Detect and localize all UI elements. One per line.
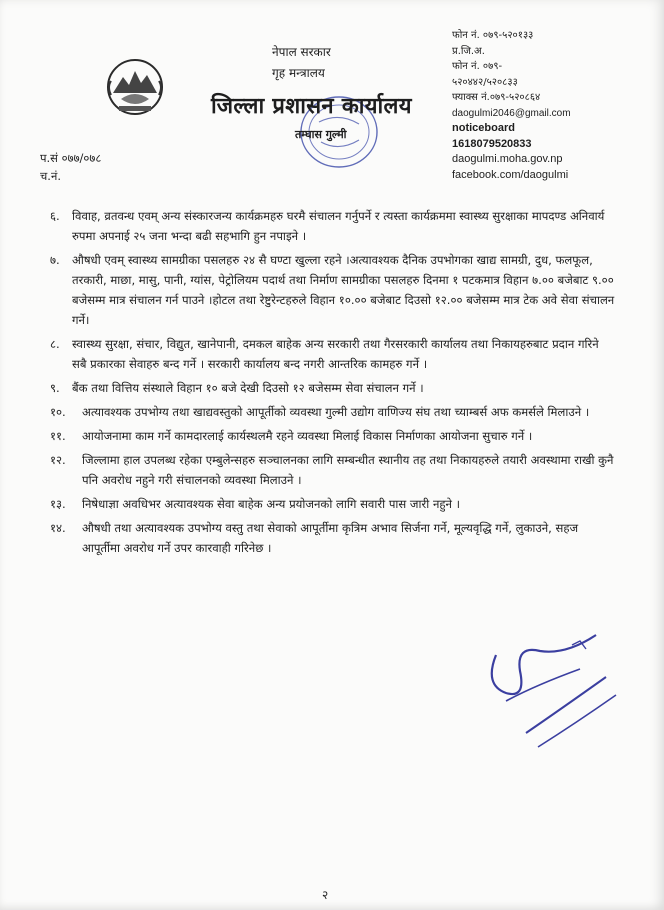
item-text: आयोजनामा काम गर्ने कामदारलाई कार्यस्थलमै रहने व्यवस्था मिलाई विकास निर्माणका आयोजना सुचारु गर्ने ।: [82, 429, 533, 443]
facebook-url: facebook.com/daogulmi: [452, 168, 569, 181]
office-title: जिल्ला प्रशासन कार्यालय: [211, 93, 412, 119]
list-item: [50, 378, 616, 398]
government-name: नेपाल सरकार: [272, 45, 331, 59]
dispatch-number: च.नं.: [40, 169, 61, 183]
item-number: १४.: [50, 521, 66, 535]
item-number: १२.: [50, 453, 66, 467]
contact-block: [452, 28, 657, 183]
item-number: ६.: [50, 209, 60, 223]
cdo-label: प्र.जि.अ.: [452, 45, 485, 57]
signature-icon: [476, 615, 626, 755]
noticeboard-label: noticeboard: [452, 122, 515, 134]
directive-list: [50, 206, 616, 562]
item-text: औषधी तथा अत्यावश्यक उपभोग्य वस्तु तथा सेवाको आपूर्तीमा कृत्रिम अभाव सिर्जना गर्ने, मूल्यवृद्धि गर्ने, लुकाउने, सहज आपूर्तीमा अवरोध गर्ने उपर कारवाही गरिनेछ ।: [82, 521, 579, 555]
list-item: [50, 426, 616, 446]
nepal-emblem-icon: [103, 57, 167, 117]
item-text: स्वास्थ्य सुरक्षा, संचार, विद्युत, खानेपानी, दमकल बाहेक अन्य सरकारी तथा गैरसरकारी कार्यालय तथा निकायहरुबाट प्रदान गरिने सबै प्रकारका सेवाहरु बन्द गर्ने । सरकारी कार्यालय बन्द नगरी आन्तरिक कामहरु गर्ने ।: [72, 337, 599, 371]
item-text: निषेधाज्ञा अवधिभर अत्यावश्यक सेवा बाहेक अन्य प्रयोजनको लागि सवारी पास जारी नहुने ।: [82, 497, 461, 511]
list-item: [50, 402, 616, 422]
phone-number: फोन नं. ०७९-५२०१३३: [452, 30, 534, 41]
letter-number: प.सं ०७७/०७८: [40, 151, 102, 165]
page-number: २: [322, 888, 329, 902]
list-item: [50, 334, 616, 374]
list-item: [50, 518, 616, 558]
item-text: अत्यावश्यक उपभोग्य तथा खाद्यवस्तुको आपूर्तीको व्यवस्था गुल्मी उद्योग वाणिज्य संघ तथा च्याम्बर्स अफ कमर्सले मिलाउने ।: [82, 405, 590, 419]
phone-label: फोन नं. ०७९-: [452, 61, 503, 72]
website-url: daogulmi.moha.gov.np: [452, 153, 563, 165]
item-text: औषधी एवम् स्वास्थ्य सामग्रीका पसलहरु २४ सै घण्टा खुल्ला रहने ।अत्यावश्यक दैनिक उपभोगका खाद्य सामग्री, दुध, फलफूल, तरकारी, माछा, मासु, पानी, ग्यांस, पेट्रोलियम पदार्थ तथा निर्माण सामग्रीका पसलहरु दिनमा १ पटकमात्र विहान ७.०० बजेबाट ९.०० बजेसम्म मात्र संचालन गर्न पाउने ।होटल तथा रेष्टुरेन्टहरुले विहान १०.०० बजेबाट दिउसो १२.०० बजेसम्म मात्र टेक अवे सेवा संचालन गर्ने।: [72, 253, 615, 327]
list-item: [50, 450, 616, 490]
item-text: बैंक तथा वित्तिय संस्थाले विहान १० बजे देखी दिउसो १२ बजेसम्म सेवा संचालन गर्ने ।: [72, 381, 424, 395]
phone-numbers: ५२०४४२/५२०८३३: [452, 76, 518, 88]
noticeboard-number: 1618079520833: [452, 137, 532, 150]
item-text: विवाह, व्रतवन्ध एवम् अन्य संस्कारजन्य कार्यक्रमहरु घरमै संचालन गर्नुपर्ने र त्यस्ता कार्यक्रममा स्वास्थ्य सुरक्षाका मापदण्ड अनिवार्य रुपमा अपनाई २५ जना भन्दा बढी सहभागि हुन नपाइने ।: [72, 209, 605, 243]
item-number: ११.: [50, 429, 66, 443]
item-text: जिल्लामा हाल उपलब्ध रहेका एम्बुलेन्सहरु सञ्चालनका लागि सम्बन्धीत स्थानीय तह तथा निकायहरुले तयारी अवस्थामा राखी कुनै पनि अवरोध नहुने गरी संचालनको व्यवस्था मिलाउने ।: [82, 453, 614, 487]
item-number: ७.: [50, 253, 60, 267]
reference-block: [40, 149, 101, 185]
item-number: ८.: [50, 337, 60, 351]
fax-number: फ्याक्स नं.०७९-५२०८६४: [452, 92, 541, 103]
list-item: [50, 250, 616, 330]
email-address: daogulmi2046@gmail.com: [452, 107, 571, 119]
item-number: ९.: [50, 381, 60, 395]
item-number: १०.: [50, 405, 66, 419]
ministry-name: गृह मन्त्रालय: [272, 66, 325, 80]
item-number: १३.: [50, 497, 66, 511]
list-item: [50, 206, 616, 246]
district-name: तम्घास गुल्मी: [295, 128, 347, 141]
header-block: [220, 44, 442, 81]
list-item: [50, 494, 616, 514]
